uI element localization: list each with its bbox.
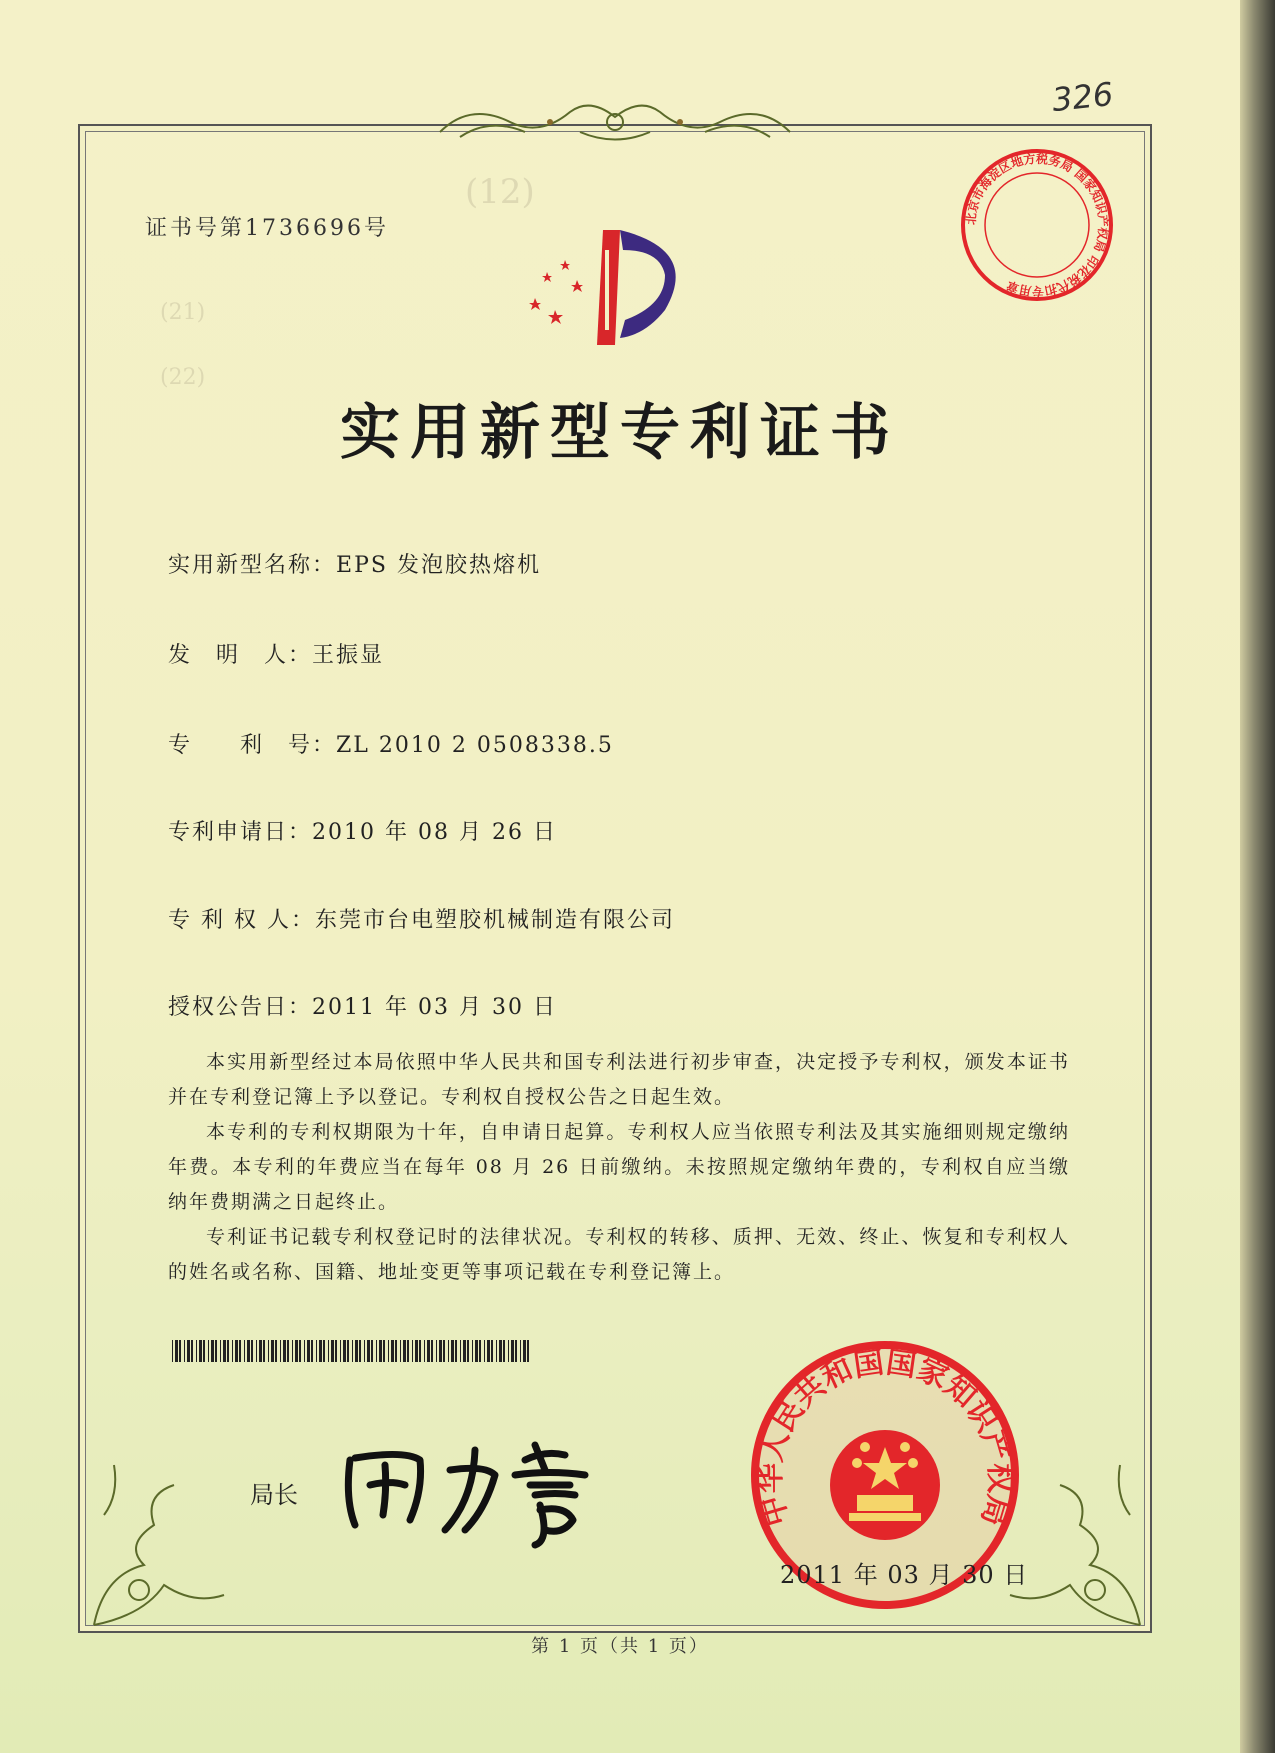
field-patent-number (168, 728, 614, 759)
barcode-bar (388, 1340, 389, 1362)
barcode-bar (463, 1340, 466, 1362)
body-paragraph: 本专利的专利权期限为十年，自申请日起算。专利权人应当依照专利法及其实施细则规定缴纳年费。本专利的年费应当在每年 08 月 26 日前缴纳。未按照规定缴纳年费的，专利权自应当缴纳年费期满之日起终止。 (168, 1121, 1070, 1213)
barcode-bar (455, 1340, 457, 1362)
barcode-bar (491, 1340, 493, 1362)
barcode-bar (460, 1340, 461, 1362)
barcode-bar (263, 1340, 265, 1362)
field-label: 发 明 人： (168, 643, 313, 668)
barcode-bar (239, 1340, 241, 1362)
barcode-bar (292, 1340, 293, 1362)
barcode-bar (340, 1340, 341, 1362)
barcode-bar (472, 1340, 473, 1362)
barcode-bar (496, 1340, 497, 1362)
barcode-bar (503, 1340, 505, 1362)
barcode-bar (347, 1340, 349, 1362)
page-edge (1240, 0, 1275, 1753)
barcode-bar (436, 1340, 437, 1362)
barcode-bar (439, 1340, 442, 1362)
barcode-bar (244, 1340, 245, 1362)
barcode-bar (172, 1340, 173, 1362)
barcode-bar (196, 1340, 197, 1362)
barcode-bar (179, 1340, 181, 1362)
bleed-through-text: (22) (160, 365, 206, 390)
barcode-bar (364, 1340, 365, 1362)
barcode-bar (520, 1340, 521, 1362)
barcode-bar (316, 1340, 317, 1362)
barcode-bar (515, 1340, 517, 1362)
barcode-bar (427, 1340, 430, 1362)
barcode-bar (499, 1340, 502, 1362)
barcode-bar (443, 1340, 445, 1362)
barcode-bar (479, 1340, 481, 1362)
field-inventor (168, 638, 384, 669)
barcode-bar (323, 1340, 325, 1362)
barcode-bar (424, 1340, 425, 1362)
barcode-bar (307, 1340, 310, 1362)
barcode-bar (331, 1340, 334, 1362)
tax-stamp-seal (957, 145, 1117, 305)
field-grant-date (168, 990, 557, 1021)
certificate-body (168, 1045, 1070, 1290)
barcode-bar (511, 1340, 514, 1362)
barcode-bar (403, 1340, 406, 1362)
barcode-bar (227, 1340, 229, 1362)
field-label: 专利申请日： (168, 820, 313, 845)
barcode-bar (259, 1340, 262, 1362)
barcode-bar (208, 1340, 209, 1362)
barcode-bar (523, 1340, 526, 1362)
top-ornament (430, 92, 800, 152)
seal-date: 2011 年 03 月 30 日 (780, 1561, 1029, 1589)
field-utility-model-name (168, 548, 541, 579)
barcode-bar (467, 1340, 469, 1362)
body-paragraph: 专利证书记载专利权登记时的法律状况。专利权的转移、质押、无效、终止、恢复和专利权人的姓名或名称、国籍、地址变更等事项记载在专利登记簿上。 (168, 1226, 1070, 1283)
barcode-bar (376, 1340, 377, 1362)
field-label: 实用新型名称： (168, 553, 337, 578)
field-value: ZL 2010 2 0508338.5 (336, 733, 614, 758)
barcode-bar (412, 1340, 413, 1362)
field-patentee (168, 903, 675, 934)
barcode-bar (175, 1340, 178, 1362)
barcode-bar (268, 1340, 269, 1362)
barcode-bar (383, 1340, 385, 1362)
barcode-bar (508, 1340, 509, 1362)
director-signature (335, 1430, 605, 1550)
field-value: EPS 发泡胶热熔机 (336, 553, 541, 578)
field-label: 授权公告日： (168, 995, 313, 1020)
field-value: 2011 年 03 月 30 日 (312, 995, 557, 1020)
field-value: 东莞市台电塑胶机械制造有限公司 (314, 908, 675, 933)
barcode-bar (247, 1340, 250, 1362)
field-application-date (168, 815, 557, 846)
barcode-bar (203, 1340, 205, 1362)
page-number: 第 1 页（共 1 页） (531, 1636, 709, 1657)
barcode-bar (484, 1340, 485, 1362)
seal-text: 中华人民共和国国家知识产权局 (752, 1345, 1018, 1530)
barcode-bar (251, 1340, 253, 1362)
barcode-bar (211, 1340, 214, 1362)
corner-ornament-left (84, 1455, 234, 1635)
barcode-bar (335, 1340, 337, 1362)
barcode-bar (359, 1340, 361, 1362)
barcode-bar (304, 1340, 305, 1362)
barcode-bar (187, 1340, 190, 1362)
barcode-bar (391, 1340, 394, 1362)
barcode-bar (355, 1340, 358, 1362)
barcode-bar (415, 1340, 418, 1362)
barcode-bar (223, 1340, 226, 1362)
barcode-bar (451, 1340, 454, 1362)
barcode-bar (184, 1340, 185, 1362)
field-value: 王振显 (312, 643, 385, 668)
barcode-bar (280, 1340, 281, 1362)
barcode-bar (448, 1340, 449, 1362)
barcode-bar (400, 1340, 401, 1362)
barcode-bar (199, 1340, 202, 1362)
barcode-bar (343, 1340, 346, 1362)
field-label: 专 利 号： (168, 733, 337, 758)
barcode-bar (431, 1340, 433, 1362)
barcode (172, 1340, 534, 1362)
barcode-bar (419, 1340, 421, 1362)
tax-stamp-text: 北京市海淀区地方税务局 国家知识产权局 印花税代扣专用章 (963, 151, 1111, 299)
barcode-bar (271, 1340, 274, 1362)
barcode-bar (232, 1340, 233, 1362)
barcode-bar (319, 1340, 322, 1362)
page-title: 实用新型专利证书 (340, 398, 900, 468)
barcode-bar (367, 1340, 370, 1362)
barcode-bar (379, 1340, 382, 1362)
barcode-bar (407, 1340, 409, 1362)
cnipa-logo (525, 210, 715, 350)
barcode-bar (220, 1340, 221, 1362)
barcode-bar (256, 1340, 257, 1362)
bleed-through-text: (21) (160, 300, 206, 325)
barcode-bar (487, 1340, 490, 1362)
barcode-bar (352, 1340, 353, 1362)
certificate-number: 证书号第1736696号 (145, 216, 389, 241)
body-paragraph: 本实用新型经过本局依照中华人民共和国专利法进行初步审查，决定授予专利权，颁发本证书并在专利登记簿上予以登记。专利权自授权公告之日起生效。 (168, 1051, 1070, 1108)
barcode-bar (395, 1340, 397, 1362)
barcode-bar (275, 1340, 277, 1362)
barcode-bar (371, 1340, 373, 1362)
field-value: 2010 年 08 月 26 日 (312, 820, 557, 845)
barcode-bar (283, 1340, 286, 1362)
barcode-bar (295, 1340, 298, 1362)
director-label: 局长 (250, 1481, 298, 1509)
barcode-bar (215, 1340, 217, 1362)
barcode-bar (311, 1340, 313, 1362)
handwritten-page-number: 326 (1050, 74, 1115, 120)
barcode-bar (191, 1340, 193, 1362)
field-label: 专 利 权 人： (168, 908, 315, 933)
barcode-bar (235, 1340, 238, 1362)
barcode-bar (299, 1340, 301, 1362)
barcode-bar (527, 1340, 529, 1362)
barcode-bar (475, 1340, 478, 1362)
bleed-through-text: (12) (465, 172, 535, 212)
barcode-bar (328, 1340, 329, 1362)
barcode-bar (287, 1340, 289, 1362)
